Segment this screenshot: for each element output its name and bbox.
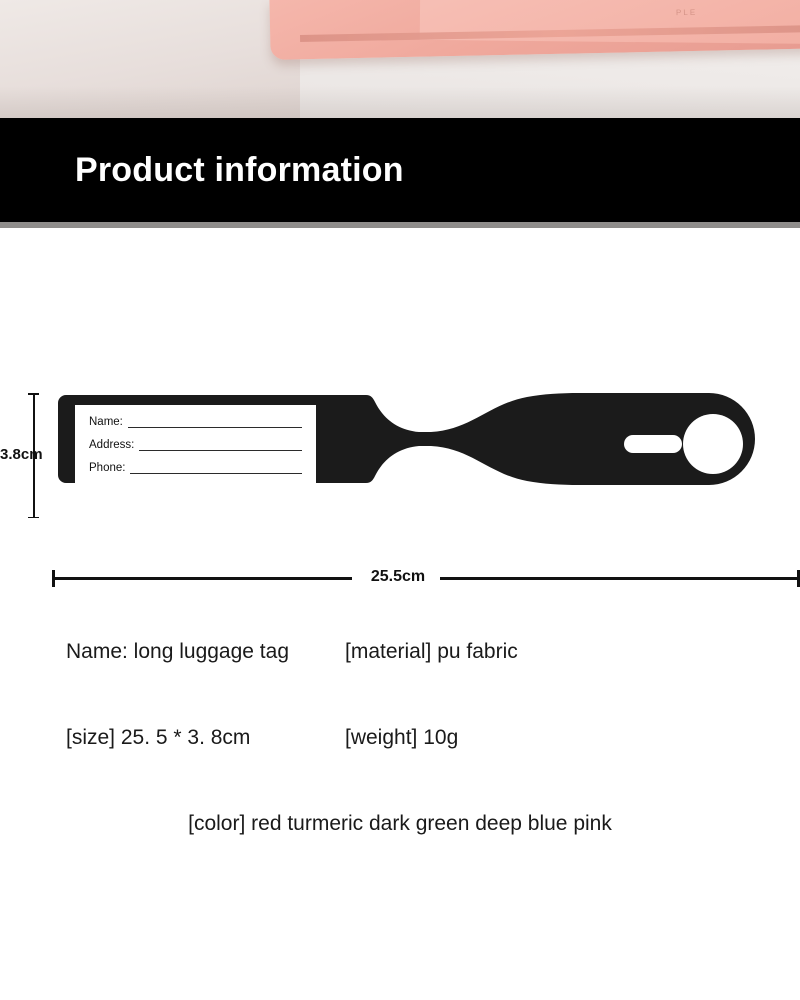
photo-bottom-shadow [0, 86, 800, 118]
width-line-right [440, 577, 800, 580]
spec-size: [size] 25. 5 * 3. 8cm [66, 726, 251, 749]
card-field-row [89, 439, 302, 451]
dimension-diagram [0, 228, 800, 628]
spec-material: [material] pu fabric [345, 640, 518, 663]
page-title: Product information [75, 150, 404, 189]
width-measure-line [52, 570, 800, 586]
phone-field-label: Phone: [89, 462, 126, 474]
address-field-label: Address: [89, 439, 135, 451]
product-photo-strip [0, 0, 800, 118]
width-line-left [52, 577, 352, 580]
tag-info-card [75, 405, 316, 504]
card-field-row [89, 462, 302, 474]
spec-weight: [weight] 10g [345, 726, 459, 749]
height-cap-bottom [28, 517, 39, 519]
spec-name: Name: long luggage tag [66, 640, 289, 663]
name-field-label: Name: [89, 416, 123, 428]
name-field-rule [128, 416, 302, 428]
spec-row [0, 726, 800, 750]
spec-row [0, 640, 800, 664]
width-label: 25.5cm [370, 568, 426, 585]
section-banner [0, 118, 800, 222]
card-field-row [89, 416, 302, 428]
specs-block [0, 640, 800, 836]
spec-color: [color] red turmeric dark green deep blue pink [188, 812, 612, 835]
address-field-rule [139, 439, 302, 451]
phone-field-rule [130, 462, 302, 474]
embossed-text: PLE [675, 7, 698, 18]
height-label: 3.8cm [0, 446, 43, 463]
